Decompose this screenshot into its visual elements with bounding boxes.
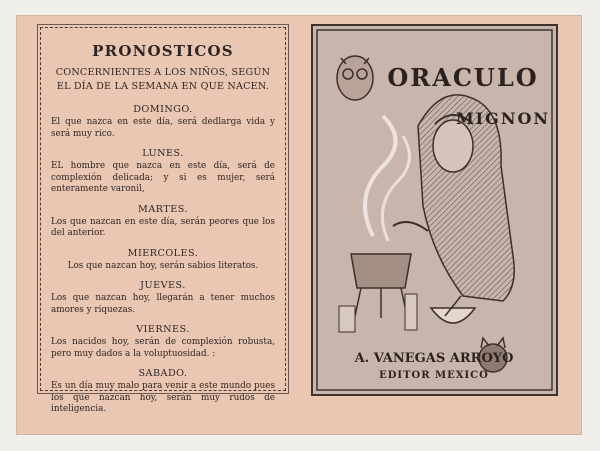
day-wednesday-text: Los que nazcan hoy, serán sabios literatos.	[67, 260, 259, 271]
oraculo-title: ORACULO	[387, 63, 539, 92]
day-friday-text: Los nacidos hoy, serán de complexión robusta, pero muy dados a la voluptuosidad. :	[51, 337, 275, 359]
subtitle-line-2: EL DÍA DE LA SEMANA EN QUE NACEN.	[56, 81, 270, 92]
day-sunday-text: El que nazca en este día, será dedlarga vida y será muy rico.	[51, 117, 275, 139]
day-friday-heading: VIERNES.	[136, 324, 190, 335]
illustration-art	[313, 26, 556, 394]
day-tuesday-heading: MARTES.	[138, 203, 188, 215]
publisher-name: A. VANEGAS ARROYO	[354, 351, 514, 366]
day-saturday-text: Es un día muy malo para venir a este mundo pues los que nazcan hoy, serán muy rudos de inteligencia.	[51, 381, 275, 414]
panel-subtitle	[51, 66, 275, 94]
mignon-title: MIGNON	[455, 109, 551, 128]
panel-title: PRONOSTICOS	[92, 42, 234, 60]
oraculo-illustration	[311, 24, 558, 396]
smoke-plume	[365, 116, 396, 236]
bottle-icon	[405, 294, 417, 330]
day-monday-text: EL hombre que nazca en este día, será de complexión delicada; y si es mujer, será enteramente varonil,	[51, 161, 275, 194]
cauldron-icon	[351, 254, 411, 318]
day-thursday-heading: JUEVES.	[140, 280, 186, 291]
pronosticos-panel	[40, 27, 286, 414]
day-monday-heading: LUNES.	[142, 148, 184, 159]
subtitle-line-1: CONCERNIENTES A LOS NIÑOS, SEGÚN	[55, 67, 271, 78]
day-thursday-text: Los que nazcan hoy, llegarán a tener muchos amores y riquezas.	[51, 293, 275, 315]
day-sunday-heading: DOMINGO.	[133, 104, 193, 115]
jar-icon	[339, 306, 355, 332]
publisher-imprint: EDITOR MEXICO	[379, 370, 489, 381]
day-tuesday-text: Los que nazcan en este día, serán peores que los del anterior.	[51, 216, 275, 238]
mortar-icon	[431, 296, 475, 323]
owl-icon	[337, 56, 373, 100]
day-saturday-heading: SABADO.	[138, 368, 188, 379]
day-wednesday-heading: MIERCOLES.	[127, 247, 199, 259]
